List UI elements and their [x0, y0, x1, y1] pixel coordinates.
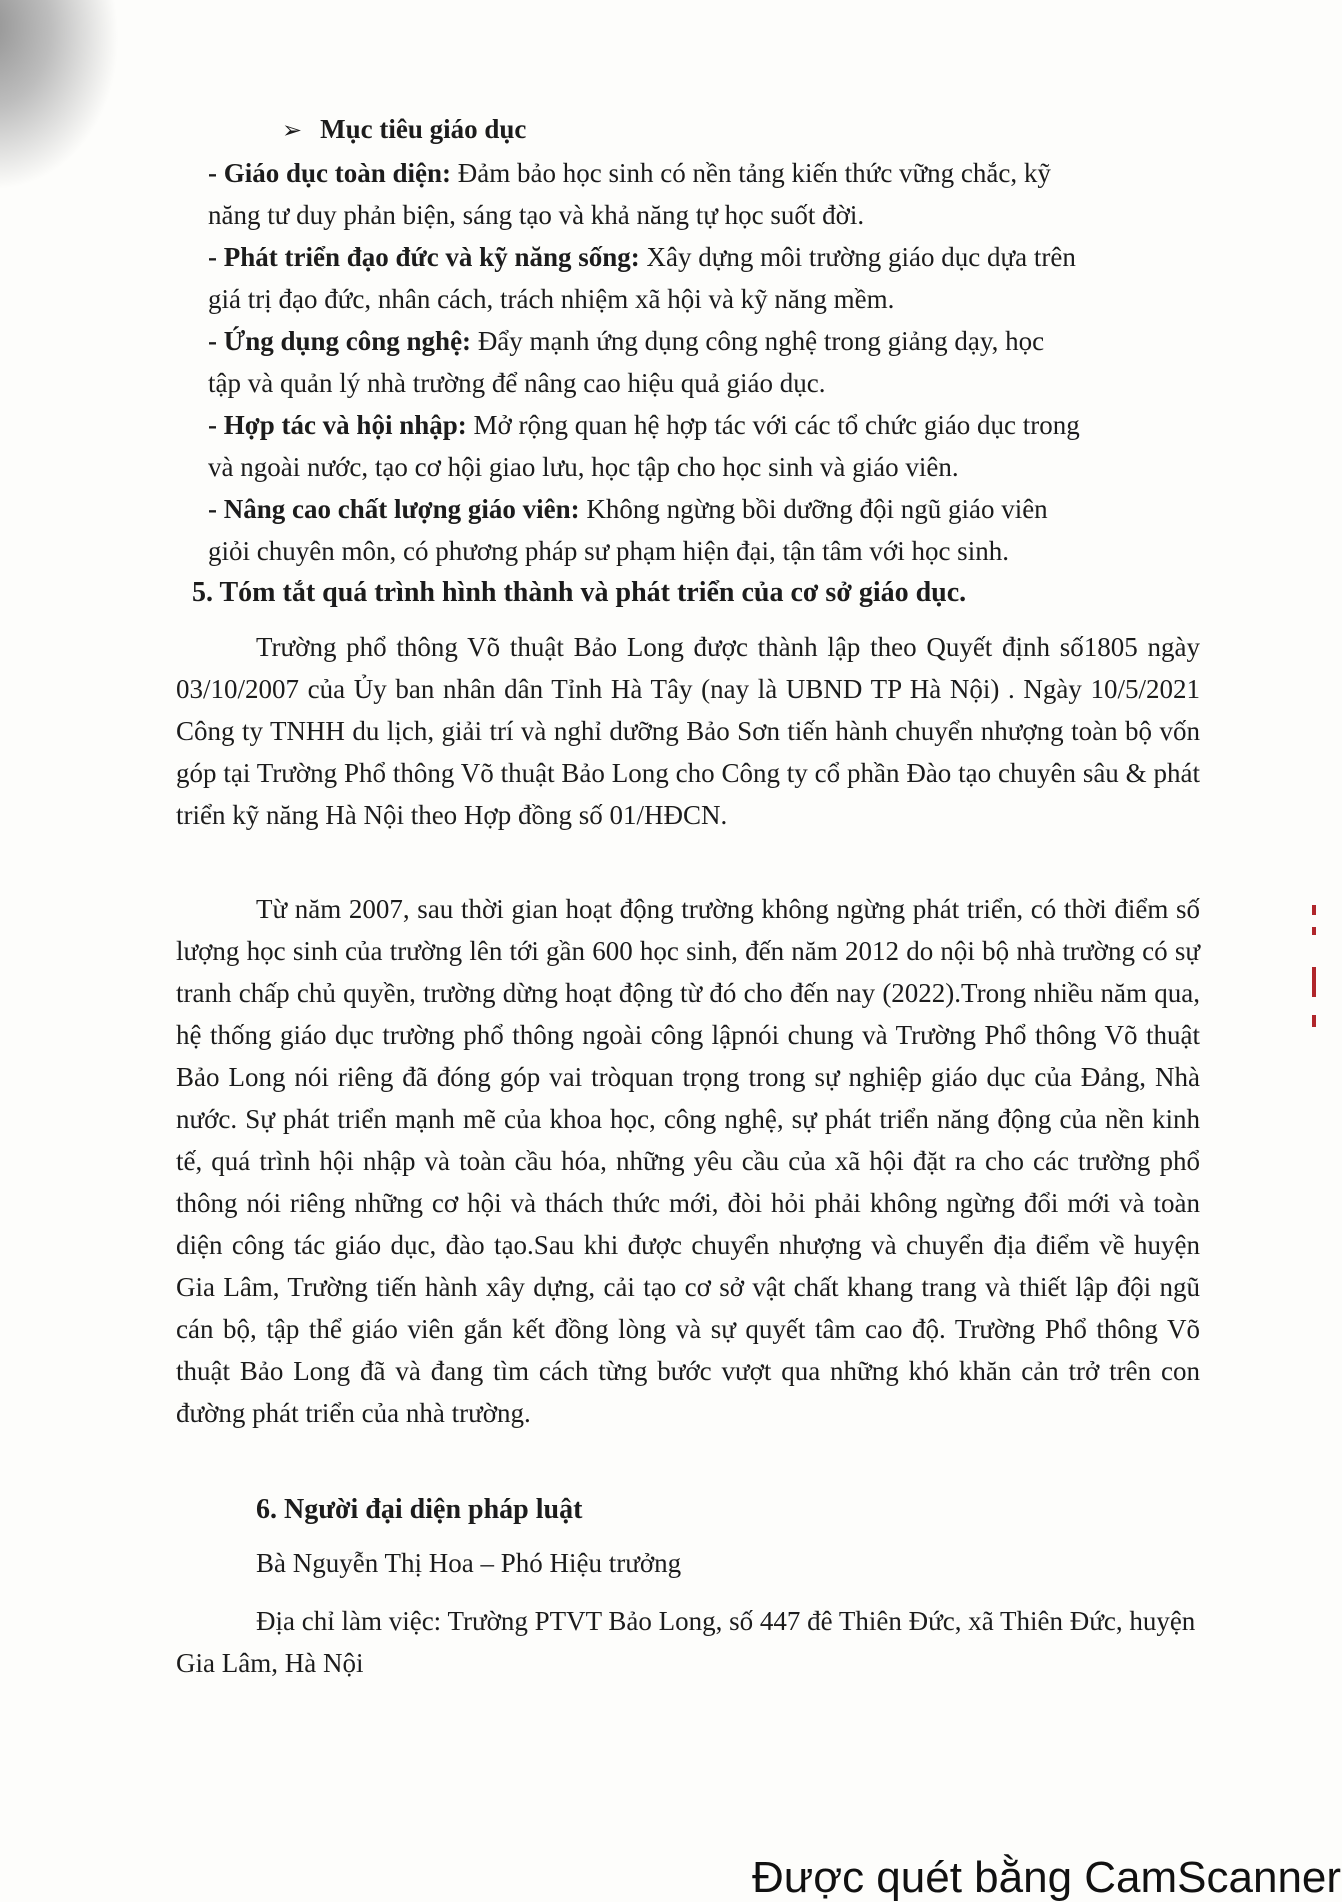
objective-item: - Nâng cao chất lượng giáo viên: Không ngừng bồi dưỡng đội ngũ giáo viên [208, 494, 1048, 524]
objectives-heading: ➢ Mục tiêu giáo dục [282, 114, 527, 144]
objective-item: - Giáo dục toàn diện: Đảm bảo học sinh có nền tảng kiến thức vững chắc, kỹ [208, 158, 1051, 188]
work-address: Địa chỉ làm việc: Trường PTVT Bảo Long, số 447 đê Thiên Đức, xã Thiên Đức, huyện Gia Lâm, Hà Nội [176, 1606, 1196, 1678]
objective-item-cont: năng tư duy phản biện, sáng tạo và khả năng tự học suốt đời. [208, 200, 865, 230]
objective-item-cont: giá trị đạo đức, nhân cách, trách nhiệm xã hội và kỹ năng mềm. [208, 284, 895, 314]
section5-paragraph-2: Từ năm 2007, sau thời gian hoạt động trường không ngừng phát triển, có thời điểm số lượng học sinh của trường lên tới gần 600 học sinh, đến năm 2012 do nội bộ nhà trường có sự tranh chấp chủ quyền, trường dừng hoạt động từ đó cho đến nay (2022).Trong nhiều năm qua, hệ thống giáo dục trường phổ thông ngoài công lậpnói chung và Trường Phổ thông Võ thuật Bảo Long nói riêng đã đóng góp vai tròquan trọng trong sự nghiệp giáo dục của Đảng, Nhà nước. Sự phát triển mạnh mẽ của khoa học, công nghệ, sự phát triển năng động của nền kinh tế, quá trình hội nhập và toàn cầu hóa, những yêu cầu của xã hội đặt ra cho các trường phổ thông nói riêng những cơ hội và thách thức mới, đòi hỏi phải không ngừng đổi mới và toàn diện công tác giáo dục, đào tạo.Sau khi được chuyển nhượng và chuyển địa điểm về huyện Gia Lâm, Trường tiến hành xây dựng, cải tạo cơ sở vật chất khang trang và thiết lập đội ngũ cán bộ, tập thể giáo viên gắn kết đồng lòng và sự quyết tâm cao độ. Trường Phổ thông Võ thuật Bảo Long đã và đang tìm cách từng bước vượt qua những khó khăn cản trở trên con đường phát triển của nhà trường. [176, 894, 1200, 1428]
objective-item-cont: tập và quản lý nhà trường để nâng cao hiệu quả giáo dục. [208, 368, 826, 398]
binding-marks [1312, 905, 1320, 1035]
objective-item: - Hợp tác và hội nhập: Mở rộng quan hệ hợp tác với các tổ chức giáo dục trong [208, 410, 1080, 440]
camscanner-watermark: Được quét bằng CamScanner [752, 1853, 1342, 1902]
section5-title: 5. Tóm tắt quá trình hình thành và phát triển của cơ sở giáo dục. [192, 577, 967, 608]
section5-paragraph-1: Trường phổ thông Võ thuật Bảo Long được thành lập theo Quyết định số1805 ngày 03/10/2007 của Ủy ban nhân dân Tỉnh Hà Tây (nay là UBND TP Hà Nội) . Ngày 10/5/2021 Công ty TNHH du lịch, giải trí và nghỉ dưỡng Bảo Sơn tiến hành chuyển nhượng toàn bộ vốn góp tại Trường Phổ thông Võ thuật Bảo Long cho Công ty cổ phần Đào tạo chuyên sâu & phát triển kỹ năng Hà Nội theo Hợp đồng số 01/HĐCN. [176, 632, 1200, 830]
section6-title: 6. Người đại diện pháp luật [256, 1494, 583, 1525]
objective-item-cont: và ngoài nước, tạo cơ hội giao lưu, học tập cho học sinh và giáo viên. [208, 452, 959, 482]
objective-item: - Phát triển đạo đức và kỹ năng sống: Xây dựng môi trường giáo dục dựa trên [208, 242, 1076, 272]
arrow-bullet-icon: ➢ [282, 116, 303, 144]
legal-representative: Bà Nguyễn Thị Hoa – Phó Hiệu trưởng [256, 1548, 682, 1578]
objective-item-cont: giỏi chuyên môn, có phương pháp sư phạm hiện đại, tận tâm với học sinh. [208, 536, 1009, 566]
objective-item: - Ứng dụng công nghệ: Đẩy mạnh ứng dụng công nghệ trong giảng dạy, học [208, 326, 1045, 356]
page-corner-shadow [0, 0, 150, 195]
